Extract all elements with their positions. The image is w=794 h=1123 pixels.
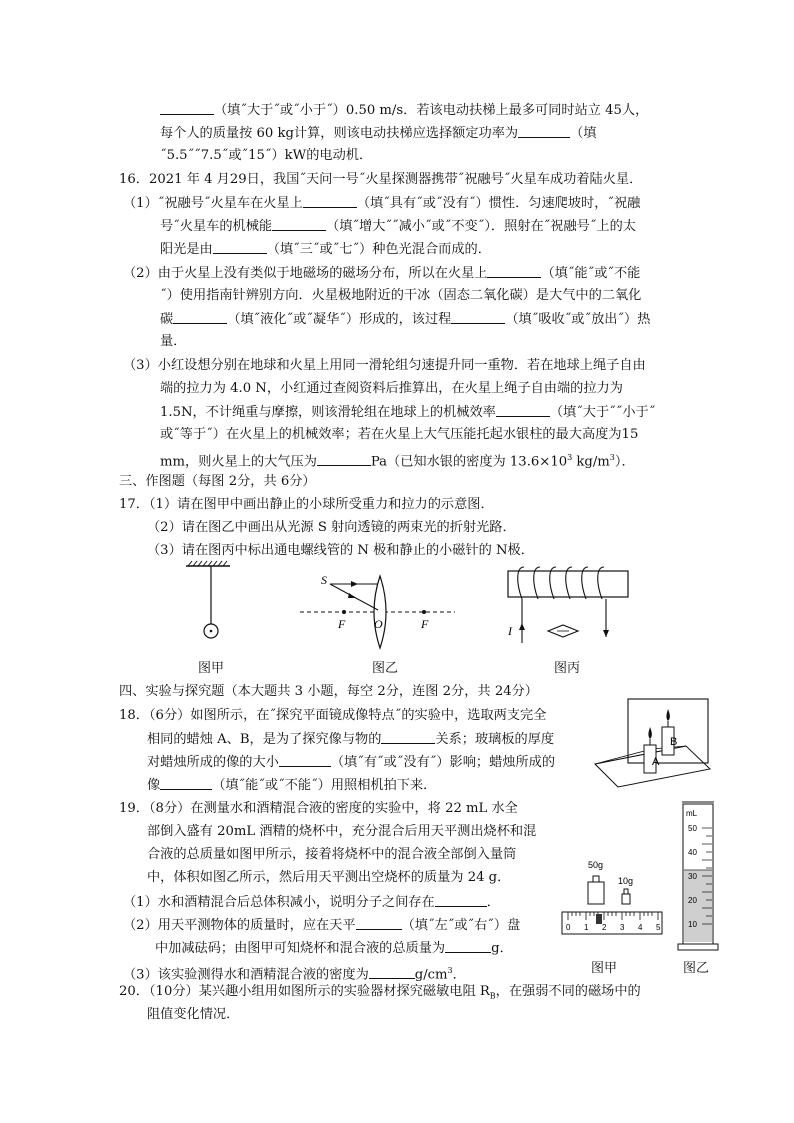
- cylinder-unit: mL: [686, 809, 698, 818]
- q19-a: 19．（8分）在测量水和酒精混合液的密度的实验中，将 22 mL 水全: [119, 801, 518, 816]
- label-F-left: F: [338, 617, 346, 631]
- q16-2-b: ˝）使用指南针辨别方向．火星极地附近的干冰（固态二氧化碳）是大气中的二氧化: [160, 288, 642, 303]
- q20-a: 20．（10分）某兴趣小组用如图所示的实验器材探究磁敏电阻 $R_B$，在强弱不同的磁场中的: [119, 984, 641, 1001]
- cylinder-tick-40: 40: [688, 848, 697, 857]
- caption-cylinder: 图乙: [683, 961, 710, 976]
- q19-2-b: 中加减砝码；由图甲可知烧杯和混合液的总质量为 g．: [155, 941, 513, 956]
- q17-2: （2）请在图乙中画出从光源 S 射向透镜的两束光的折射光路．: [147, 520, 516, 535]
- caption-yi: 图乙: [372, 661, 399, 676]
- label-S: S: [321, 573, 327, 587]
- cylinder-tick-50: 50: [688, 824, 697, 833]
- q16-1-b: 号˝火星车的机械能 （填˝增大˝˝减小˝或˝不变˝）．照射在˝祝融号˝上的太: [160, 219, 636, 234]
- blank[interactable]: [487, 264, 541, 278]
- caption-jia: 图甲: [198, 661, 225, 676]
- caption-bing: 图丙: [554, 661, 581, 676]
- figure-balance-weights: [558, 856, 668, 936]
- section-3-title: 三、作图题（每图 2分，共 6分）: [119, 474, 316, 489]
- scale-tick-5: 5: [656, 923, 661, 932]
- q16-3-d: 或˝等于˝）在火星上的机械效率；若在火星上大气压能托起水银柱的最大高度为15: [160, 427, 639, 442]
- blank[interactable]: [160, 776, 212, 790]
- q16-3-c: 1.5N，不计绳重与摩擦，则该滑轮组在地球上的机械效率 （填˝大于˝˝小于˝: [160, 405, 656, 420]
- q16-stem: 16．2021 年 4 月29日，我国˝天问一号˝火星探测器携带˝祝融号˝火星车成功着陆火星．: [119, 172, 643, 187]
- q19-d: 中，体积如图乙所示，然后用天平测出空烧杯的质量为 24 g．: [147, 870, 511, 885]
- scale-tick-4: 4: [638, 923, 643, 932]
- section-4-title: 四、实验与探究题（本大题共 3 小题，每空 2分，连图 2分，共 24分）: [119, 684, 538, 699]
- q16-3-e: mm，则火星上的大气压为 Pa（已知水银的密度为 $13.6\times 10^3$ $kg/m^3$）．: [160, 453, 635, 470]
- line-1: （填˝大于˝或˝小于˝）0.50 m/s．若该电动扶梯上最多可同时站立 45人，: [160, 101, 648, 120]
- label-F-right: F: [421, 617, 429, 631]
- line-3: ˝5.5˝˝7.5˝或˝15˝）kW的电动机．: [160, 148, 373, 163]
- q16-1-a: （1）˝祝融号˝火星车在火星上 （填˝具有˝或˝没有˝）惯性．匀速爬坡时，˝祝融: [123, 196, 641, 211]
- q16-2-c: 碳 （填˝液化˝或˝凝华˝）形成的，该过程 （填˝吸收˝或˝放出˝）热: [160, 312, 651, 327]
- q20-b: 阻值变化情况．: [147, 1007, 240, 1022]
- blank[interactable]: [303, 194, 357, 208]
- blank[interactable]: [279, 753, 331, 767]
- q17-1: 17．（1）请在图甲中画出静止的小球所受重力和拉力的示意图．: [119, 497, 494, 512]
- cylinder-tick-30: 30: [688, 872, 697, 881]
- blank[interactable]: [272, 217, 326, 231]
- figure-graduated-cylinder: [676, 800, 720, 952]
- blank[interactable]: [518, 124, 570, 138]
- blank[interactable]: [445, 939, 491, 953]
- blank[interactable]: [160, 101, 214, 115]
- blank[interactable]: [356, 916, 402, 930]
- q17-3: （3）请在图丙中标出通电螺线管的 N 极和静止的小磁针的 N极．: [147, 543, 534, 558]
- cylinder-tick-10: 10: [688, 920, 697, 929]
- scale-tick-3: 3: [620, 923, 625, 932]
- figure-jia-pendulum: [180, 560, 240, 650]
- q16-2-a: （2）由于火星上没有类似于地磁场的磁场分布，所以在火星上 （填˝能˝或˝不能: [123, 266, 641, 281]
- q18-b: 相同的蜡烛 A、B，是为了探究像与物的 关系；玻璃板的厚度: [147, 732, 555, 747]
- scale-tick-0: 0: [566, 923, 571, 932]
- blank[interactable]: [213, 240, 267, 254]
- blank[interactable]: [496, 403, 550, 417]
- blank[interactable]: [451, 310, 505, 324]
- cylinder-tick-20: 20: [688, 896, 697, 905]
- q19-1: （1）水和酒精混合后总体积减小，说明分子之间存在 ．: [123, 895, 500, 910]
- scale-tick-1: 1: [584, 923, 589, 932]
- blank[interactable]: [435, 893, 487, 907]
- figure-bing-solenoid: [500, 563, 630, 648]
- label-O: O: [374, 617, 383, 631]
- blank[interactable]: [369, 965, 415, 979]
- blank[interactable]: [173, 310, 227, 324]
- q16-3-a: （3）小红设想分别在地球和火星上用同一滑轮组匀速提升同一重物．若在地球上绳子自由: [123, 358, 646, 373]
- q16-3-b: 端的拉力为 4.0 N，小红通过查阅资料后推算出，在火星上绳子自由端的拉力为: [160, 381, 623, 396]
- q16-1-c: 阳光是由 （填˝三˝或˝七˝）种色光混合而成的．: [160, 242, 491, 257]
- label-candle-B: B: [670, 736, 678, 748]
- weight-50g-label: 50g: [588, 860, 604, 870]
- q19-2-a: （2）用天平测物体的质量时，应在天平 （填˝左˝或˝右˝）盘: [123, 918, 521, 933]
- q19-b: 部倒入盛有 20mL 酒精的烧杯中，充分混合后用天平测出烧杯和混: [147, 824, 537, 839]
- caption-balance: 图甲: [591, 961, 618, 976]
- q19-c: 合液的总质量如图甲所示，接着将烧杯中的混合液全部倒入量筒: [147, 847, 517, 862]
- q18-a: 18．（6分）如图所示，在˝探究平面镜成像特点˝的实验中，选取两支完全: [119, 708, 547, 723]
- line-2: 每个人的质量按 60 kg计算，则该电动扶梯应选择额定功率为 （填: [160, 126, 597, 141]
- blank[interactable]: [317, 452, 371, 466]
- q16-2-d: 量．: [160, 334, 187, 349]
- scale-tick-2: 2: [602, 923, 607, 932]
- blank[interactable]: [381, 730, 435, 744]
- label-candle-A: A: [652, 756, 660, 768]
- q18-c: 对蜡烛所成的像的大小 （填˝有˝或˝没有˝）影响；蜡烛所成的: [147, 755, 556, 770]
- figure-yi-lens: [300, 570, 460, 650]
- label-I: I: [508, 624, 512, 638]
- q19-3: （3）该实验测得水和酒精混合液的密度为 $g/cm^3$．: [123, 966, 466, 983]
- q18-d: 像 （填˝能˝或˝不能˝）用照相机拍下来．: [147, 778, 437, 793]
- weight-10g-label: 10g: [618, 876, 634, 886]
- figure-plane-mirror: [592, 697, 722, 789]
